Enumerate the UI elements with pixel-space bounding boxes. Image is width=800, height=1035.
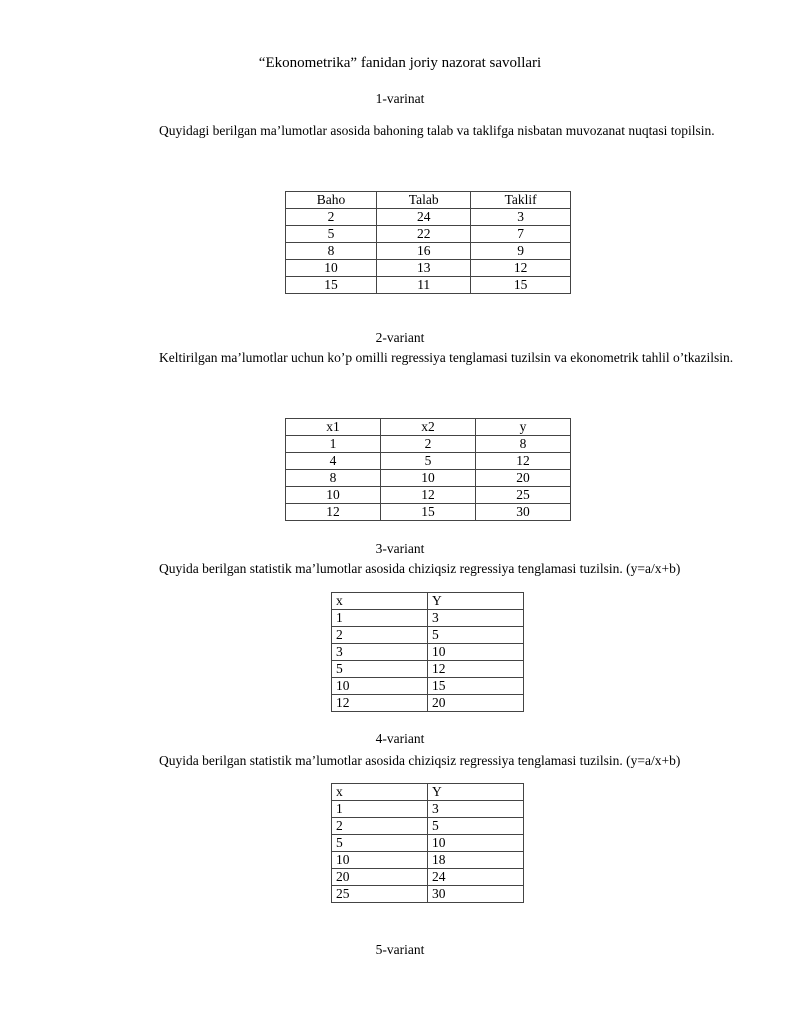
table-cell: 15: [381, 504, 476, 521]
table-row: [286, 226, 571, 243]
table-header-cell: x: [332, 593, 428, 610]
variant-4-text: Quyida berilgan statistik ma’lumotlar asosida chiziqsiz regressiya tenglamasi tuzilsin. (y=a/x+b): [159, 753, 681, 768]
table-cell: 5: [286, 226, 377, 243]
page-title: “Ekonometrika” fanidan joriy nazorat savollari: [258, 55, 542, 71]
variant-3-text: Quyida berilgan statistik ma’lumotlar asosida chiziqsiz regressiya tenglamasi tuzilsin. (y=a/x+b): [159, 561, 681, 576]
table-cell: 25: [332, 886, 428, 903]
table-cell: 16: [377, 243, 471, 260]
table-cell: 3: [332, 644, 428, 661]
table-cell: 20: [332, 869, 428, 886]
table-cell: 20: [428, 695, 524, 712]
table-row: [332, 801, 524, 818]
table-header-cell: Y: [428, 784, 524, 801]
table-header-row: [286, 192, 571, 209]
variant-1-text: Quyidagi berilgan ma’lumotlar asosida bahoning talab va taklifga nisbatan muvozanat nuqtasi topilsin.: [159, 123, 715, 138]
table-row: [286, 504, 571, 521]
table-row: [286, 436, 571, 453]
table-cell: 1: [332, 801, 428, 818]
table-cell: 1: [332, 610, 428, 627]
variant-1-heading: 1-varinat: [375, 91, 425, 106]
table-row: [286, 470, 571, 487]
table-cell: 10: [286, 487, 381, 504]
table-cell: 7: [471, 226, 571, 243]
table-cell: 10: [286, 260, 377, 277]
table-header-cell: x: [332, 784, 428, 801]
variant-1-table: [285, 191, 571, 294]
variant-3-heading: 3-variant: [375, 541, 425, 556]
table-cell: 8: [476, 436, 571, 453]
variant-5-heading: 5-variant: [375, 942, 425, 957]
table-cell: 8: [286, 243, 377, 260]
table-cell: 4: [286, 453, 381, 470]
table-header-cell: y: [476, 419, 571, 436]
table-header-row: [332, 784, 524, 801]
table-row: [286, 277, 571, 294]
table-cell: 3: [471, 209, 571, 226]
table-header-cell: x2: [381, 419, 476, 436]
table-cell: 5: [428, 627, 524, 644]
table-cell: 24: [377, 209, 471, 226]
table-header-cell: Y: [428, 593, 524, 610]
table-row: [332, 886, 524, 903]
table-cell: 12: [332, 695, 428, 712]
table-cell: 2: [332, 818, 428, 835]
table-header-cell: Baho: [286, 192, 377, 209]
table-header-row: [332, 593, 524, 610]
table-cell: 12: [286, 504, 381, 521]
table-cell: 20: [476, 470, 571, 487]
table-cell: 15: [428, 678, 524, 695]
table-row: [332, 678, 524, 695]
table-header-row: [286, 419, 571, 436]
table-cell: 13: [377, 260, 471, 277]
variant-3-table: [331, 592, 524, 712]
table-row: [286, 243, 571, 260]
table-row: [332, 818, 524, 835]
variant-2-heading: 2-variant: [375, 330, 425, 345]
table-row: [332, 695, 524, 712]
table-cell: 10: [428, 644, 524, 661]
table-cell: 2: [381, 436, 476, 453]
table-header-cell: Talab: [377, 192, 471, 209]
table-row: [332, 852, 524, 869]
table-row: [332, 610, 524, 627]
table-cell: 1: [286, 436, 381, 453]
table-row: [332, 627, 524, 644]
table-cell: 5: [332, 661, 428, 678]
table-cell: 3: [428, 610, 524, 627]
table-cell: 15: [471, 277, 571, 294]
table-cell: 10: [428, 835, 524, 852]
table-row: [286, 260, 571, 277]
table-cell: 12: [471, 260, 571, 277]
table-cell: 5: [332, 835, 428, 852]
table-cell: 8: [286, 470, 381, 487]
table-cell: 2: [286, 209, 377, 226]
table-cell: 5: [381, 453, 476, 470]
table-cell: 10: [381, 470, 476, 487]
table-cell: 10: [332, 852, 428, 869]
table-cell: 30: [476, 504, 571, 521]
variant-2-table: [285, 418, 571, 521]
table-cell: 25: [476, 487, 571, 504]
table-cell: 12: [476, 453, 571, 470]
variant-4-heading: 4-variant: [375, 731, 425, 746]
variant-4-table: [331, 783, 524, 903]
variant-2-text: Keltirilgan ma’lumotlar uchun ko’p omilli regressiya tenglamasi tuzilsin va ekonometrik tahlil o’tkazilsin.: [159, 350, 734, 365]
table-cell: 24: [428, 869, 524, 886]
table-cell: 5: [428, 818, 524, 835]
table-cell: 30: [428, 886, 524, 903]
table-row: [286, 487, 571, 504]
table-row: [332, 644, 524, 661]
table-row: [332, 869, 524, 886]
table-header-cell: x1: [286, 419, 381, 436]
table-cell: 12: [428, 661, 524, 678]
table-header-cell: Taklif: [471, 192, 571, 209]
table-row: [286, 453, 571, 470]
table-cell: 3: [428, 801, 524, 818]
table-cell: 9: [471, 243, 571, 260]
table-cell: 11: [377, 277, 471, 294]
table-cell: 22: [377, 226, 471, 243]
table-cell: 2: [332, 627, 428, 644]
table-cell: 15: [286, 277, 377, 294]
table-cell: 12: [381, 487, 476, 504]
table-row: [332, 835, 524, 852]
table-row: [332, 661, 524, 678]
table-row: [286, 209, 571, 226]
table-cell: 10: [332, 678, 428, 695]
table-cell: 18: [428, 852, 524, 869]
